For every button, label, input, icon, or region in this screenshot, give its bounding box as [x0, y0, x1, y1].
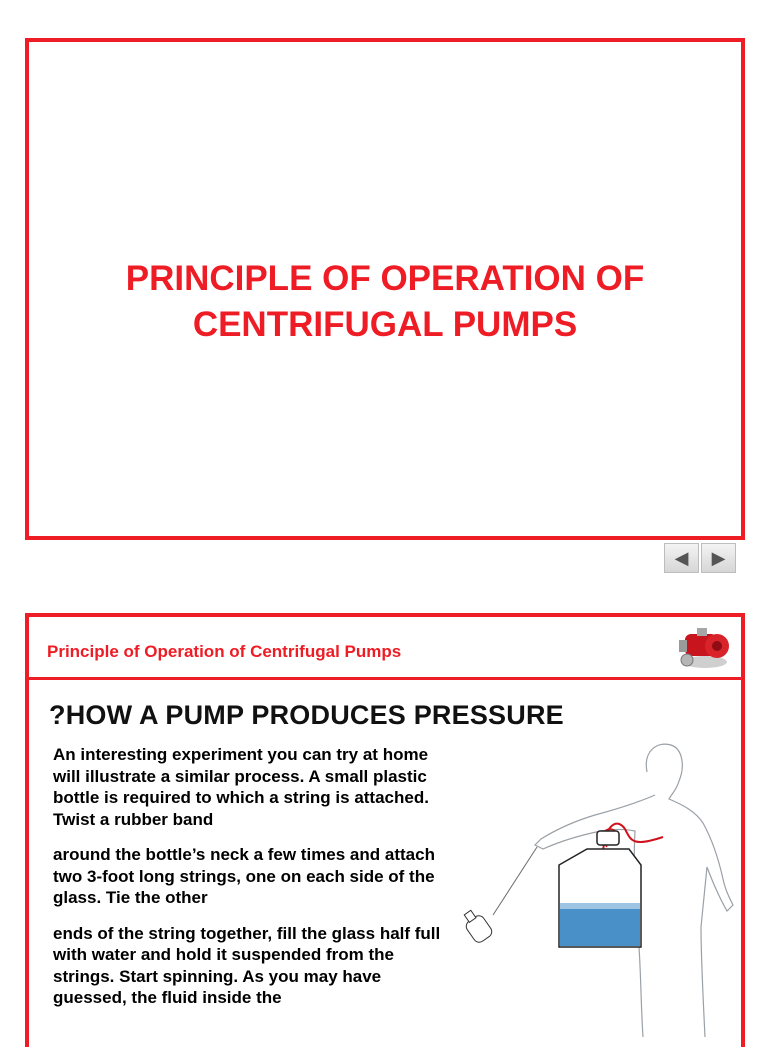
paragraph: around the bottle’s neck a few times and attach two 3-foot long strings, one on each side of the glass. Tie the other	[53, 845, 435, 907]
paragraph: ends of the string together, fill the glass half full with water and hold it suspended from the strings. Start spinning. As you may have guessed, the fluid inside the	[53, 923, 441, 1007]
next-slide-button[interactable]	[701, 543, 736, 573]
right-triangle-icon: ▶	[711, 547, 726, 568]
pump-logo-icon	[675, 620, 733, 674]
title-slide	[25, 38, 745, 540]
header-title: Principle of Operation of Centrifugal Pumps	[47, 642, 402, 661]
spinning-bottle-illustration	[457, 737, 739, 1037]
section-heading: ?HOW A PUMP PRODUCES PRESSURE	[49, 700, 564, 730]
previous-slide-button[interactable]	[664, 543, 699, 573]
content-slide	[25, 613, 745, 1047]
slide-title: PRINCIPLE OF OPERATION OF CENTRIFUGAL PUMPS	[125, 259, 645, 344]
left-triangle-icon: ◀	[674, 547, 689, 568]
slide-navigation	[664, 543, 736, 573]
slide-header	[29, 617, 741, 680]
body-text	[53, 744, 441, 1023]
paragraph: An interesting experiment you can try at home will illustrate a similar process. A small plastic bottle is required to which a string is attached. Twist a rubber band	[53, 745, 429, 829]
